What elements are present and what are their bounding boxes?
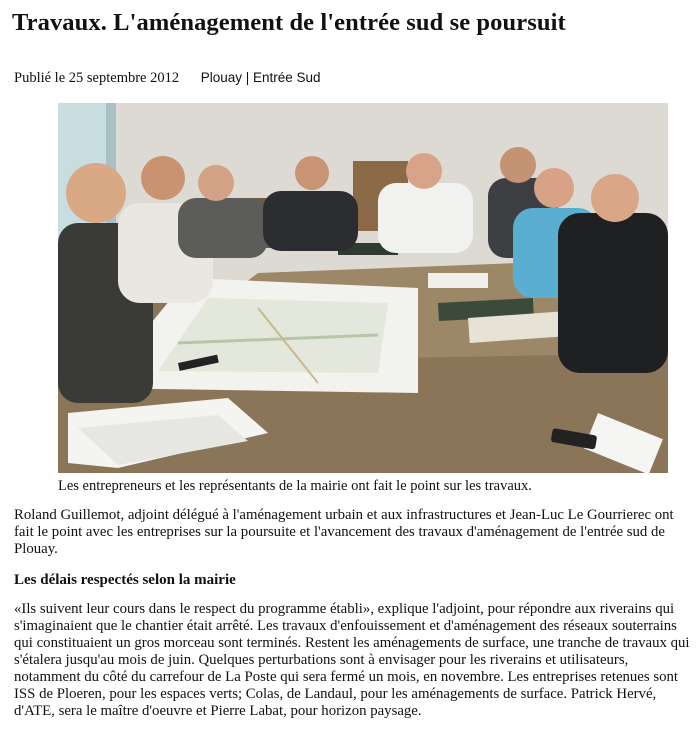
article-photo <box>58 103 668 473</box>
meeting-photo-illustration <box>58 103 668 473</box>
article-subheading: Les délais respectés selon la mairie <box>14 572 236 588</box>
article-body: «Ils suivent leur cours dans le respect du programme établi», explique l'adjoint, pour répondre aux riverains qui s'imaginaient que le chantier était arrêté. Les travaux d'enfouissement et d'aménagement des réseaux souterrains qui constituaient un gros morceau sont terminés. Restent les aménagements de surface, une tranche de travaux qui s'étalera jusqu'au mois de juin. Quelques perturbations sont à envisager pour les riverains et utilisateurs, notamment du côté du carrefour de La Poste qui sera fermé un mois, en novembre. Les entreprises retenues sont ISS de Ploeren, pour les espaces verts; Colas, de Landaul, pour les aménagements de surface. Patrick Hervé, d'ATE, sera le maître d'oeuvre et Pierre Labat, pour horizon paysage. <box>14 601 690 719</box>
article-meta <box>14 68 321 88</box>
article-tags[interactable]: Plouay | Entrée Sud <box>200 70 321 85</box>
publication-date: Publié le 25 septembre 2012 <box>14 70 180 86</box>
article-title: Travaux. L'aménagement de l'entrée sud se poursuit <box>12 9 566 36</box>
photo-caption: Les entrepreneurs et les représentants de la mairie ont fait le point sur les travaux. <box>58 478 532 494</box>
article-lead: Roland Guillemot, adjoint délégué à l'aménagement urbain et aux infrastructures et Jean-Luc Le Gourrierec ont fait le point avec les entreprises sur la poursuite et l'avancement des travaux d'aménagement de l'entrée sud de Plouay. <box>14 507 674 557</box>
